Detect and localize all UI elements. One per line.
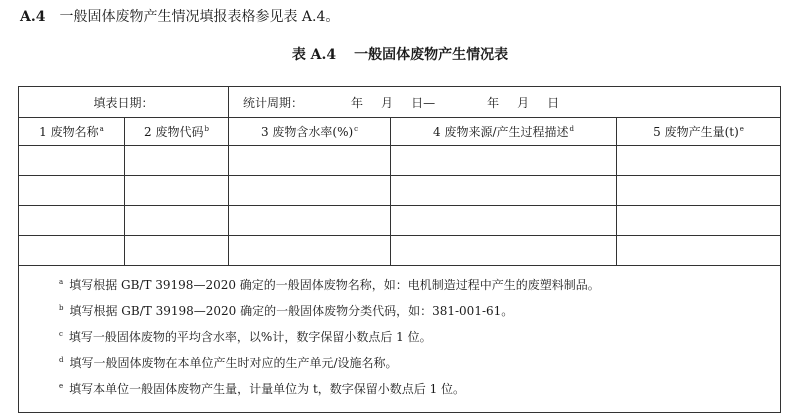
cell-waste-code[interactable] (125, 146, 229, 176)
cell-moisture[interactable] (229, 236, 391, 266)
period-day-start: 日— (411, 95, 436, 110)
header-waste-code: 2 废物代码$^b$ (125, 118, 229, 146)
fill-date-label: 填表日期： (93, 95, 154, 110)
cell-waste-code[interactable] (125, 176, 229, 206)
cell-waste-name[interactable] (19, 176, 125, 206)
intro-line (20, 6, 339, 26)
header-waste-name: 1 废物名称$^a$ (19, 118, 125, 146)
header-moisture: 3 废物含水率(%)$^c$ (229, 118, 391, 146)
header-amount: 5 废物产生量$(t)^e$ (617, 118, 781, 146)
cell-moisture[interactable] (229, 206, 391, 236)
cell-moisture[interactable] (229, 146, 391, 176)
cell-source[interactable] (391, 206, 617, 236)
table-header-row (19, 118, 781, 146)
fill-date-cell (19, 87, 229, 118)
cell-waste-name[interactable] (19, 236, 125, 266)
cell-waste-name[interactable] (19, 146, 125, 176)
table-row (19, 146, 781, 176)
cell-source[interactable] (391, 146, 617, 176)
period-cell (229, 87, 781, 118)
table-number: 表 A.4 (291, 47, 337, 63)
period-month-end: 月 (517, 95, 530, 110)
cell-waste-name[interactable] (19, 206, 125, 236)
note-c: $^c$ 填写一般固体废物的平均含水率，以%计，数字保留小数点后 1 位。 (59, 330, 432, 344)
cell-source[interactable] (391, 176, 617, 206)
period-year-start: 年 (351, 95, 364, 110)
cell-moisture[interactable] (229, 176, 391, 206)
cell-amount[interactable] (617, 176, 781, 206)
note-a: $^a$ 填写根据 GB/T 39198—2020 确定的一般固体废物名称，如：电机制造过程中产生的废塑料制品。 (59, 278, 600, 292)
cell-amount[interactable] (617, 146, 781, 176)
cell-source[interactable] (391, 236, 617, 266)
period-day-end: 日 (547, 95, 560, 110)
table-info-row (19, 87, 781, 118)
note-e: $^e$ 填写本单位一般固体废物产生量，计量单位为 t，数字保留小数点后 1 位。 (59, 382, 466, 396)
period-label: 统计周期： (243, 95, 304, 110)
solid-waste-table (18, 86, 781, 413)
cell-waste-code[interactable] (125, 206, 229, 236)
notes-cell (19, 266, 781, 413)
period-year-end: 年 (487, 95, 500, 110)
header-source: 4 废物来源/产生过程描述$^d$ (391, 118, 617, 146)
table-title: 一般固体废物产生情况表 (354, 47, 509, 63)
cell-amount[interactable] (617, 236, 781, 266)
table-row (19, 236, 781, 266)
intro-text: 一般固体废物产生情况填报表格参见表 A.4。 (59, 9, 340, 25)
cell-amount[interactable] (617, 206, 781, 236)
cell-waste-code[interactable] (125, 236, 229, 266)
period-month-start: 月 (381, 95, 394, 110)
table-row (19, 176, 781, 206)
note-b: $^b$ 填写根据 GB/T 39198—2020 确定的一般固体废物分类代码，如：381-001-61。 (59, 304, 514, 318)
note-d: $^d$ 填写一般固体废物在本单位产生时对应的生产单元/设施名称。 (59, 356, 398, 370)
table-caption (0, 44, 800, 64)
table-row (19, 206, 781, 236)
section-number: A.4 (20, 9, 46, 25)
table-notes-row (19, 266, 781, 413)
